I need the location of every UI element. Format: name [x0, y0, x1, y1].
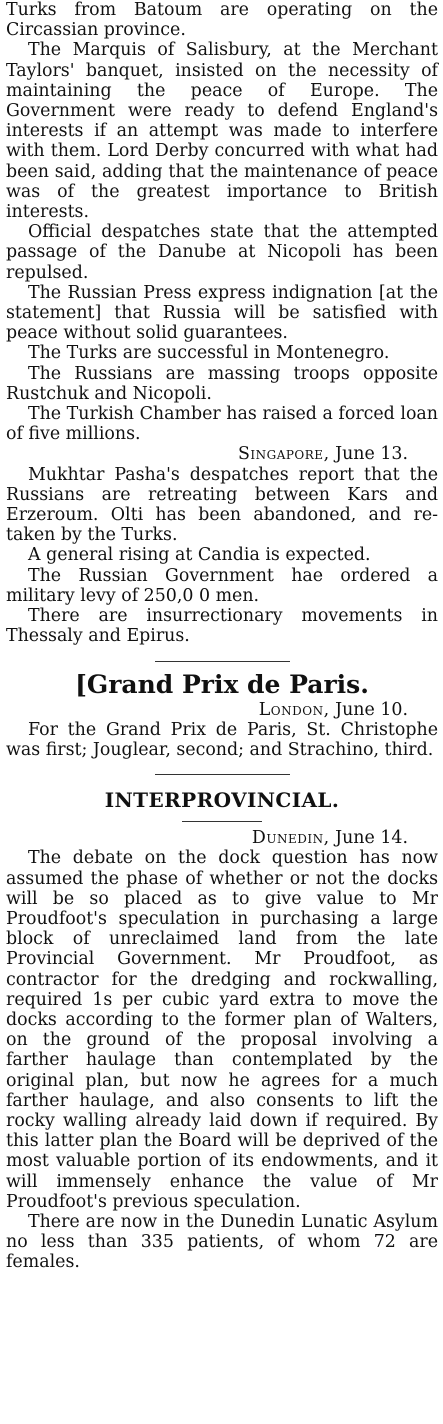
paragraph: The Marquis of Salisbury, at the Merchant Taylors' banquet, insisted on the necessity of maintaining the peace of Europe. The Government were ready to defend England's interests if an attempt was made to interfere with them. Lord Derby concurred with what had been said, adding that the maintenance of peace was of the greatest importance to British interests.	[6, 40, 438, 223]
section-divider	[155, 774, 290, 775]
grand-prix-section	[6, 670, 438, 761]
paragraph: The Russians are massing troops opposite Rustchuk and Nicopoli.	[6, 363, 438, 404]
paragraph: Mukhtar Pasha's despatches report that the Russians are retreating between Kars and Erzeroum. Olti has been abandoned, and re-taken by the Turks.	[6, 464, 438, 546]
dateline-place: Dunedin,	[251, 828, 330, 849]
section-divider	[155, 661, 290, 662]
dateline-date: June 14.	[335, 828, 408, 849]
dateline	[6, 828, 438, 848]
paragraph: The Russian Government hae ordered a military levy of 250,0 0 men.	[6, 565, 438, 606]
paragraph: The Turks are successful in Montenegro.	[28, 343, 390, 364]
paragraph: There are insurrectionary movements in Thessaly and Epirus.	[6, 606, 438, 647]
headline: [Grand Prix de Paris.	[75, 669, 369, 699]
paragraph: The Russian Press express indignation [at the statement] that Russia will be satisfied with peace without solid guarantees.	[6, 282, 438, 344]
dateline-date: June 13.	[335, 444, 408, 465]
paragraph: The Turkish Chamber has raised a forced loan of five millions.	[6, 404, 438, 445]
headline-rule	[182, 821, 262, 822]
paragraph: For the Grand Prix de Paris, St. Christophe was first; Jouglear, second; and Strachino, third.	[6, 719, 438, 760]
paragraph: Official despatches state that the attempted passage of the Danube at Nicopoli has been repulsed.	[6, 222, 438, 283]
paragraph: A general rising at Candia is expected.	[28, 545, 371, 566]
paragraph: There are now in the Dunedin Lunatic Asylum no less than 335 patients, of whom 72 are females.	[6, 1211, 438, 1273]
dateline-date: June 10.	[335, 699, 408, 720]
dateline-place: London,	[258, 699, 330, 720]
dateline-place: Singapore,	[237, 444, 330, 465]
dateline	[6, 700, 438, 720]
dateline	[6, 444, 438, 464]
headline: INTERPROVINCIAL.	[104, 788, 340, 813]
paragraph: Turks from Batoum are operating on the Circassian province.	[6, 0, 438, 41]
paragraph: The debate on the dock question has now assumed the phase of whether or not the docks will be so placed as to give value to Mr Proudfoot's speculation in purchasing a large block of unreclaimed land from the late Provincial Government. Mr Proudfoot, as contractor for the dredging and rockwalling, required 1s per cubic yard extra to move the docks according to the former plan of Walters, on the ground of the proposal involving a farther haulage than contemplated by the original plan, but now he agrees for a much farther haulage, and also consents to lift the rocky walling already laid down if required. By this latter plan the Board will be deprived of the most valuable portion of its endowments, and it will immensely enhance the value of Mr Proudfoot's previous speculation.	[6, 848, 438, 1212]
singapore-section	[6, 444, 438, 646]
telegrams-section	[6, 0, 438, 444]
interprovincial-section	[6, 787, 438, 1272]
